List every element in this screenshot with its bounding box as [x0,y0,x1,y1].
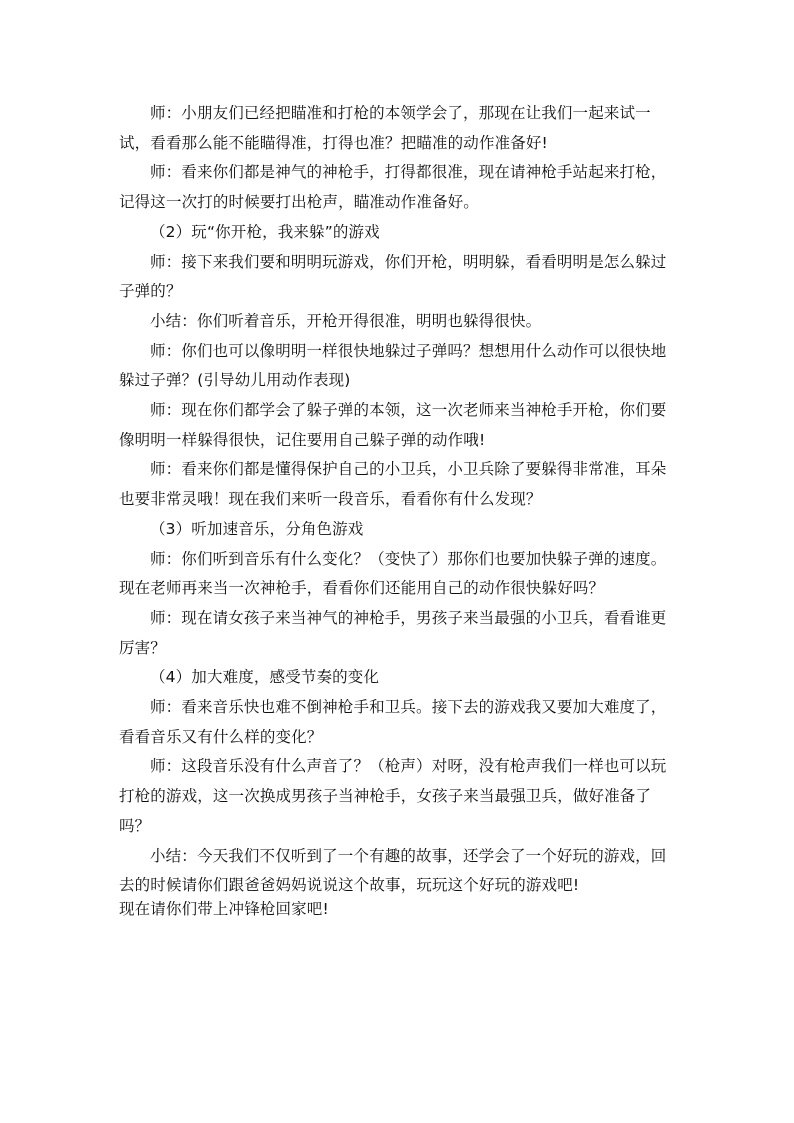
paragraph-little-guard: 师：看来你们都是懂得保护自己的小卫兵，小卫兵除了要躲得非常准，耳朵也要非常灵哦！现在我们来听一段音乐，看看你有什么发现？ [119,460,667,509]
paragraph-marksman-stand: 师：看来你们都是神气的神枪手，打得都很准，现在请神枪手站起来打枪，记得这一次打的时候要打出枪声，瞄准动作准备好。 [119,163,667,212]
section-heading-2: （2）玩“你开枪，我来躲”的游戏 [150,222,380,241]
paragraph-summary-2: 小结：今天我们不仅听到了一个有趣的故事，还学会了一个好玩的游戏，回去的时候请你们跟爸爸妈妈说说这个故事，玩玩这个好玩的游戏吧! [119,846,667,895]
section-heading-3: （3）听加速音乐，分角色游戏 [150,519,364,538]
document-body [119,99,679,920]
paragraph-no-gunshot: 师：这段音乐没有什么声音了？（枪声）对呀，没有枪声我们一样也可以玩打枪的游戏，这一次换成男孩子当神枪手，女孩子来当最强卫兵，做好准备了吗？ [119,757,667,835]
section-heading-4: （4）加大难度，感受节奏的变化 [150,668,380,687]
paragraph-girls-boys: 师：现在请女孩子来当神气的神枪手，男孩子来当最强的小卫兵，看看谁更厉害？ [119,608,667,657]
paragraph-teacher-shoots: 师：现在你们都学会了躲子弹的本领，这一次老师来当神枪手开枪，你们要像明明一样躲得很快，记住要用自己躲子弹的动作哦! [119,401,667,449]
paragraph-play-with-mingming: 师：接下来我们要和明明玩游戏，你们开枪，明明躲，看看明明是怎么躲过子弹的？ [119,252,667,301]
paragraph-harder: 师：看来音乐快也难不倒神枪手和卫兵。接下去的游戏我又要加大难度了，看看音乐又有什么样的变化？ [119,698,667,746]
paragraph-aim-practice: 师：小朋友们已经把瞄准和打枪的本领学会了，那现在让我们一起来试一试，看看那么能不能瞄得准，打得也准？把瞄准的动作准备好! [119,104,651,152]
paragraph-dodge-question: 师：你们也可以像明明一样很快地躲过子弹吗？想想用什么动作可以很快地躲过子弹？(引导幼儿用动作表现) [119,341,667,390]
paragraph-closing: 现在请你们带上冲锋枪回家吧! [119,899,329,918]
paragraph-music-faster: 师：你们听到音乐有什么变化？（变快了）那你们也要加快躲子弹的速度。现在老师再来当一次神枪手，看看你们还能用自己的动作很快躲好吗？ [119,549,667,598]
paragraph-summary-1: 小结：你们听着音乐，开枪开得很准，明明也躲得很快。 [150,311,542,330]
